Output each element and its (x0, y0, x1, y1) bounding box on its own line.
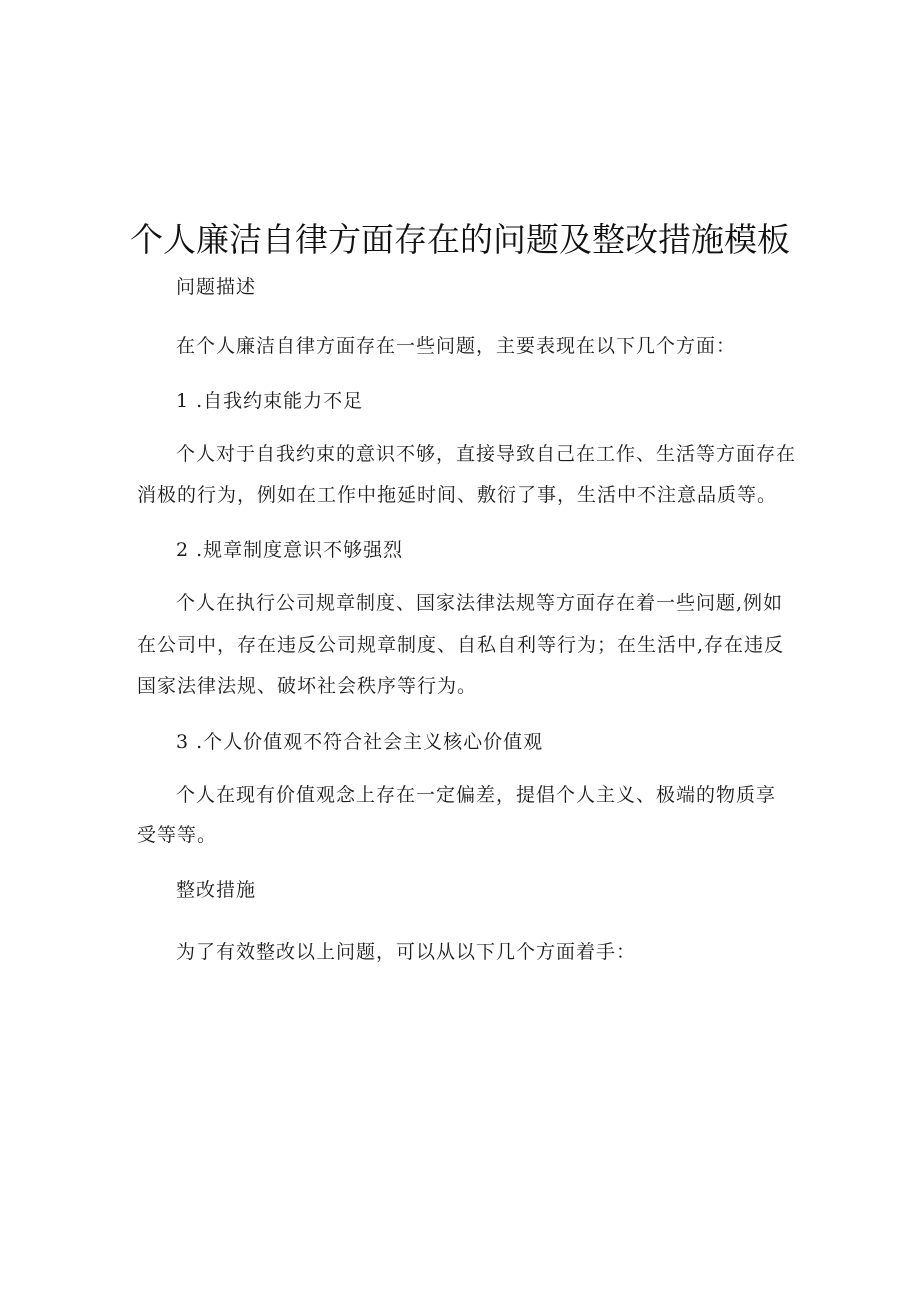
item2-body-line: 个人在执行公司规章制度、国家法律法规等方面存在着一些问题,例如 (176, 592, 784, 614)
document-title: 个人廉洁自律方面存在的问题及整改措施模板 (130, 220, 790, 259)
item1-body-line: 消极的行为，例如在工作中拖延时间、敷衍了事，生活中不注意品质等。 (137, 484, 778, 506)
item2-body-line: 在公司中，存在违反公司规章制度、自私自利等行为；在生活中,存在违反 (137, 634, 785, 656)
item3-body-line: 受等等。 (137, 824, 218, 846)
item3-heading: 3 .个人价值观不符合社会主义核心价值观 (176, 731, 544, 753)
intro-paragraph: 在个人廉洁自律方面存在一些问题，主要表现在以下几个方面： (176, 335, 737, 357)
fix-section-heading: 整改措施 (176, 879, 257, 901)
item1-body-line: 个人对于自我约束的意识不够，直接导致自己在工作、生活等方面存在 (176, 443, 797, 465)
item3-body-line: 个人在现有价值观念上存在一定偏差，提倡个人主义、极端的物质享 (176, 784, 777, 806)
problem-section-heading: 问题描述 (176, 276, 257, 298)
item2-heading: 2 .规章制度意识不够强烈 (176, 539, 404, 561)
item1-heading: 1 .自我约束能力不足 (176, 390, 364, 412)
item2-body-line: 国家法律法规、破坏社会秩序等行为。 (137, 675, 478, 697)
fix-intro-paragraph: 为了有效整改以上问题，可以从以下几个方面着手： (176, 941, 637, 963)
